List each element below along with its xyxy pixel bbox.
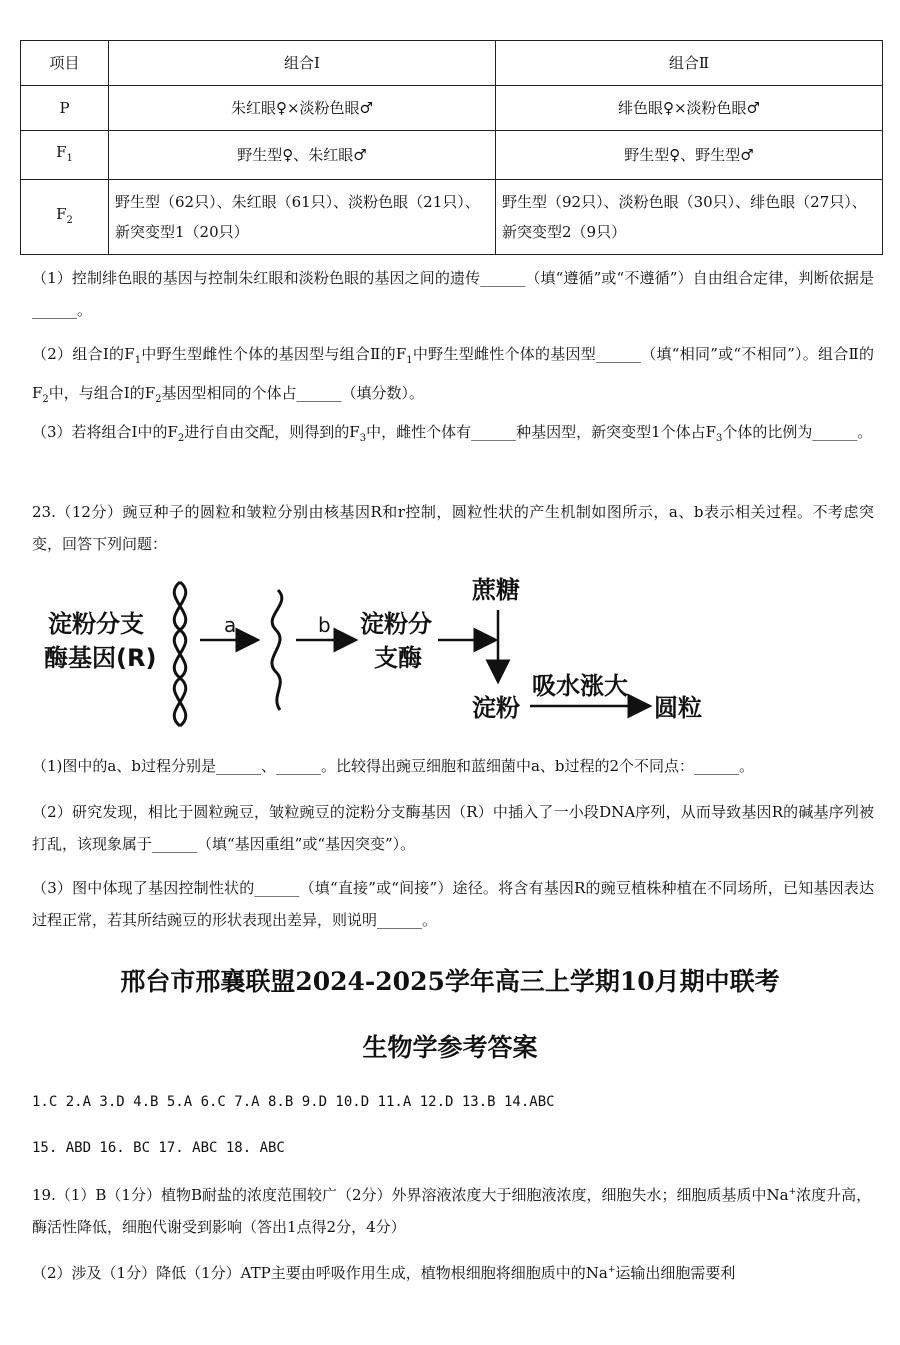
gene-label-line2: 酶基因(R)	[44, 644, 157, 672]
cell-group-2: 野生型♀、野生型♂	[496, 131, 883, 180]
starch-label: 淀粉	[472, 694, 520, 722]
row-label: $F_2$	[21, 180, 109, 255]
starch-branching-diagram	[40, 570, 730, 730]
table-row	[21, 180, 883, 255]
answer-title: 邢台市邢襄联盟2024-2025学年高三上学期10月期中联考	[120, 967, 780, 996]
cell-group-2: 野生型（92只）、淡粉色眼（30只）、绯色眼（27只）、新突变型2（9只）	[496, 180, 883, 255]
answer-19-part2: （2）涉及（1分）降低（1分）ATP主要由呼吸作用生成，植物根细胞将细胞质中的Na+运输出细胞需要利	[32, 1264, 736, 1282]
q23-intro: 23.（12分）豌豆种子的圆粒和皱粒分别由核基因R和r控制，圆粒性状的产生机制如图所示，a、b表示相关过程。不考虑突变，回答下列问题：	[32, 503, 874, 553]
sucrose-label: 蔗糖	[472, 576, 520, 604]
cell-group-1: 野生型♀、朱红眼♂	[109, 131, 496, 180]
q23-part1: （1)图中的a、b过程分别是______、______。比较得出豌豆细胞和蓝细菌中a、b过程的2个不同点：______。	[32, 757, 755, 775]
dna-double-helix-icon	[174, 582, 186, 726]
table-row	[21, 86, 883, 131]
cross-table	[20, 40, 883, 255]
answer-line-1: 1.C 2.A 3.D 4.B 5.A 6.C 7.A 8.B 9.D 10.D 11.A 12.D 13.B 14.ABC	[32, 1094, 555, 1110]
gene-label-line1: 淀粉分支	[48, 610, 144, 638]
answer-subtitle: 生物学参考答案	[362, 1033, 538, 1062]
swell-label: 吸水涨大	[532, 672, 628, 700]
header-item: 项目	[21, 41, 109, 86]
row-label: P	[21, 86, 109, 131]
mrna-strand-icon	[272, 590, 282, 710]
header-group-1: 组合Ⅰ	[109, 41, 496, 86]
row-label: $F_1$	[21, 131, 109, 180]
cell-group-2: 绯色眼♀×淡粉色眼♂	[496, 86, 883, 131]
q22-part2: （2）组合Ⅰ的$F_1$中野生型雌性个体的基因型与组合Ⅱ的$F_1$中野生型雌性个体的基因型______（填“相同”或“不相同”）。组合Ⅱ的$F_2$中，与组合Ⅰ的$F_2$基因型相同的个体占______（填分数）。	[32, 345, 875, 405]
table-header-row	[21, 41, 883, 86]
process-b-label: b	[318, 613, 331, 637]
q22-part3: （3）若将组合Ⅰ中的$F_2$进行自由交配，则得到的$F_3$中，雌性个体有______种基因型，新突变型1个体占$F_3$个体的比例为______。	[32, 423, 873, 444]
cell-group-1: 朱红眼♀×淡粉色眼♂	[109, 86, 496, 131]
q22-part1: （1）控制绯色眼的基因与控制朱红眼和淡粉色眼的基因之间的遗传______（填“遵循”或“不遵循”）自由组合定律，判断依据是______。	[32, 269, 874, 319]
cell-group-1: 野生型（62只）、朱红眼（61只）、淡粉色眼（21只）、新突变型1（20只）	[109, 180, 496, 255]
q23-part2: （2）研究发现，相比于圆粒豌豆，皱粒豌豆的淀粉分支酶基因（R）中插入了一小段DNA序列，从而导致基因R的碱基序列被打乱，该现象属于______（填“基因重组”或“基因突变”）。	[32, 803, 874, 853]
header-group-2: 组合Ⅱ	[496, 41, 883, 86]
enzyme-label-line1: 淀粉分	[360, 610, 432, 638]
process-a-label: a	[224, 613, 237, 637]
q23-part3: （3）图中体现了基因控制性状的______（填“直接”或“间接”）途径。将含有基因R的豌豆植株种植在不同场所，已知基因表达过程正常，若其所结豌豆的形状表现出差异，则说明______。	[32, 879, 874, 929]
table-row	[21, 131, 883, 180]
enzyme-label-line2: 支酶	[374, 644, 422, 672]
round-label: 圆粒	[654, 694, 702, 722]
answer-19-part1: 19.（1）B（1分）植物B耐盐的浓度范围较广（2分）外界溶液浓度大于细胞液浓度，细胞失水；细胞质基质中Na+浓度升高，酶活性降低，细胞代谢受到影响（答出1点得2分，4分）	[32, 1186, 872, 1236]
answer-line-2: 15. ABD 16. BC 17. ABC 18. ABC	[32, 1140, 285, 1156]
